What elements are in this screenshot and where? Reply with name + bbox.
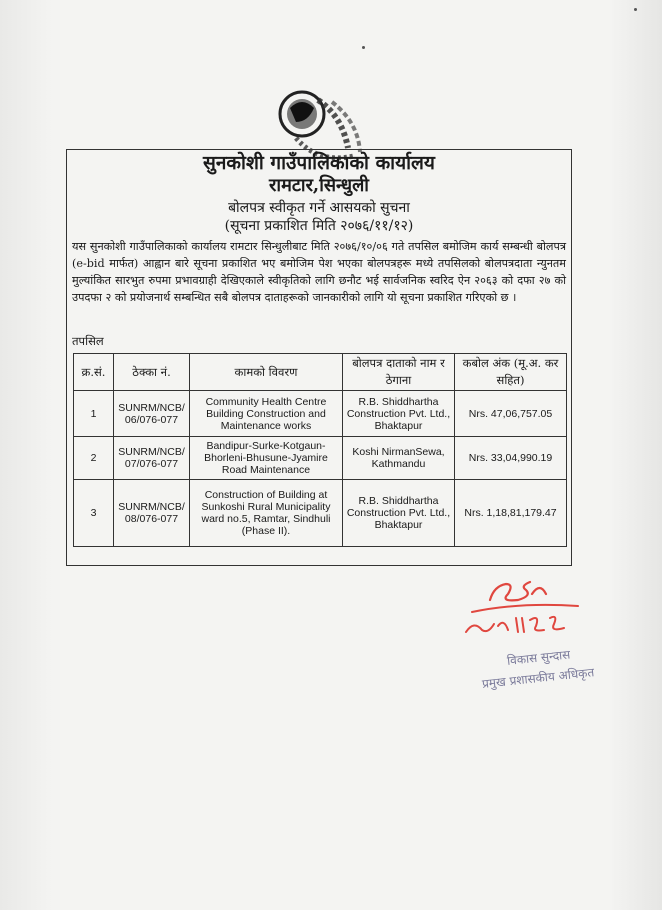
header-description: कामको विवरण [190,354,343,391]
row-bidder: R.B. Shiddhartha Construction Pvt. Ltd., Bhaktapur [343,391,455,437]
row-sn: 1 [74,391,114,437]
notice-title: बोलपत्र स्वीकृत गर्ने आसयको सुचना [228,200,410,216]
signer-position: प्रमुख प्रशासकीय अधिकृत [481,665,595,691]
row-description: Construction of Building at Sunkoshi Rural Municipality ward no.5, Ramtar, Sindhuli (Phase II). [190,480,343,547]
office-title: सुनकोशी गाउँपालिकाको कार्यालय [203,152,435,174]
row-contract-no: SUNRM/NCB/08/076-077 [114,480,190,547]
table-row [74,391,567,437]
scan-speck [634,8,637,11]
row-contract-no: SUNRM/NCB/07/076-077 [114,437,190,480]
handwritten-signature-icon [460,572,590,642]
row-bidder: R.B. Shiddhartha Construction Pvt. Ltd., Bhaktapur [343,480,455,547]
header-sn: क्र.सं. [74,354,114,391]
notice-date: (सूचना प्रकाशित मिति २०७६/११/१२) [224,218,414,234]
office-address: रामटार,सिन्धुली [269,175,369,196]
scan-speck [362,46,365,49]
row-description: Community Health Centre Building Construction and Maintenance works [190,391,343,437]
header-bidder: बोलपत्र दाताको नाम र ठेगाना [343,354,455,391]
row-sn: 3 [74,480,114,547]
table-row [74,480,567,547]
header-contract-no: ठेक्का नं. [114,354,190,391]
table-header-row [74,354,567,391]
row-contract-no: SUNRM/NCB/06/076-077 [114,391,190,437]
row-amount: Nrs. 33,04,990.19 [455,437,567,480]
row-description: Bandipur-Surke-Kotgaun-Bhorleni-Bhusune-Jyamire Road Maintenance [190,437,343,480]
header-amount: कबोल अंक (मू.अ. कर सहित) [455,354,567,391]
row-sn: 2 [74,437,114,480]
notice-body: यस सुनकोशी गाउँपालिकाको कार्यालय रामटार सिन्धुलीबाट मिति २०७६/१०/०६ गते तपसिल बमोजिम कार्य सम्बन्धी बोलपत्र (e-bid मार्फत) आह्वान बारे सूचना प्रकाशित भए बमोजिम पेश भएका बोलपत्रहरू मध्ये तपसिलको बोलपत्रदाता न्युनतम मुल्यांकित सारभुत रुपमा प्रभावग्राही देखिएकाले स्वीकृतिको लागि छनौट भई सार्वजनिक स्वरिद ऐन २०६३ को दफा २७ को उपदफा २ को प्रयोजनार्थ सम्बन्धित सबै बोलपत्र दाताहरूको जानकारीको लागि यो सूचना प्रकाशित गरिएको छ । [72,240,566,304]
row-bidder: Koshi NirmanSewa, Kathmandu [343,437,455,480]
bid-table [73,353,567,547]
table-row [74,437,567,480]
row-amount: Nrs. 47,06,757.05 [455,391,567,437]
signer-name: विकास सुन्दास [506,647,571,668]
row-amount: Nrs. 1,18,81,179.47 [455,480,567,547]
schedule-label: तपसिल [72,334,104,348]
